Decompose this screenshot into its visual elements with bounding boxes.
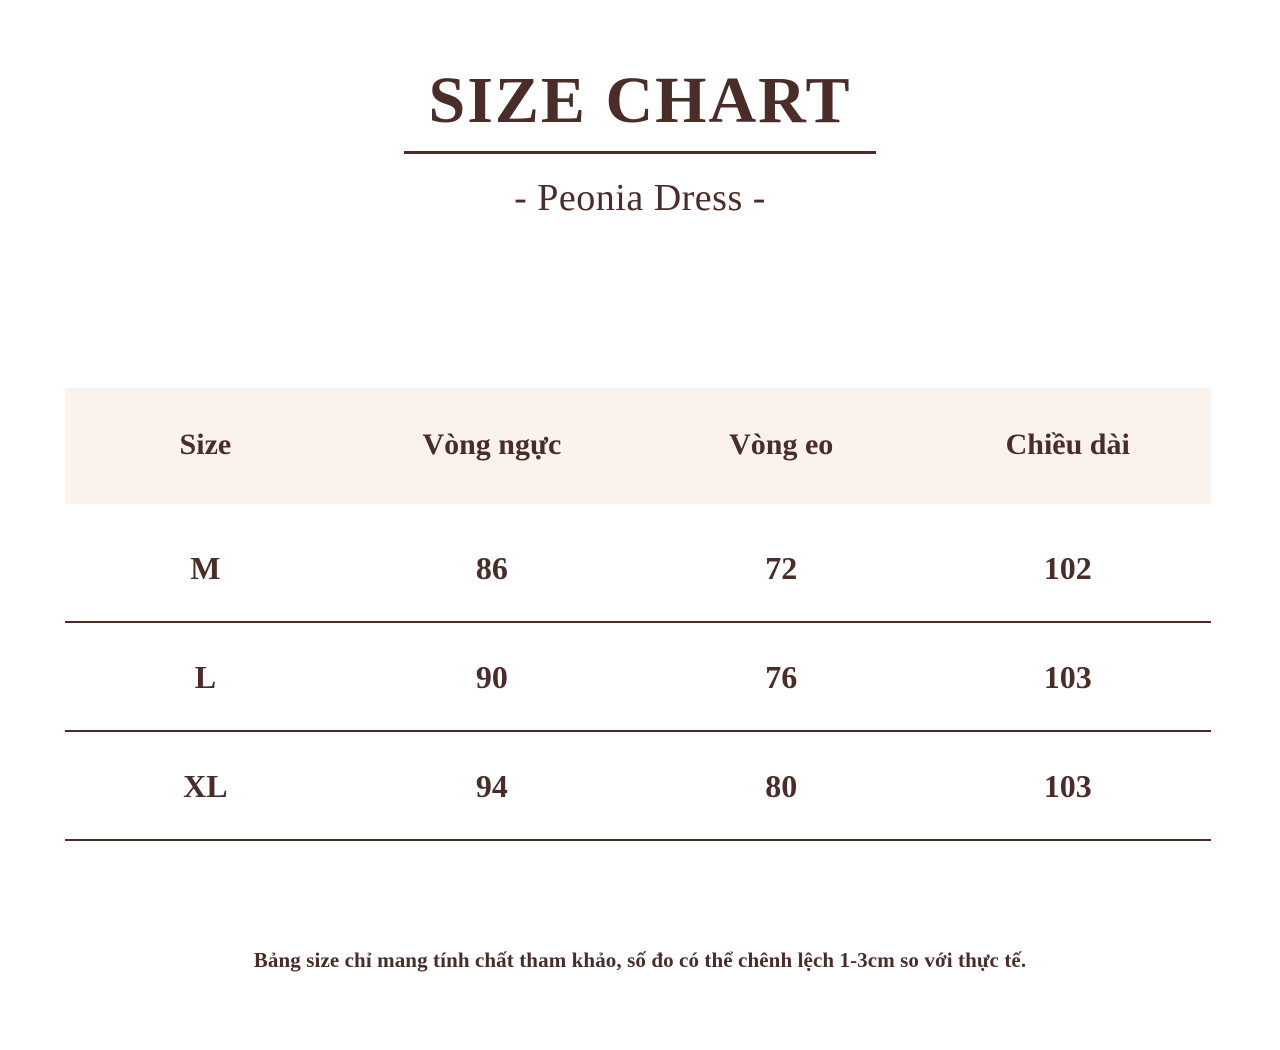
cell-bust: 86 xyxy=(346,504,638,622)
column-header-size: Size xyxy=(179,428,232,461)
table-header xyxy=(65,388,1211,504)
column-header-length: Chiều dài xyxy=(1005,428,1130,461)
cell-length: 103 xyxy=(924,731,1211,840)
table-row xyxy=(65,504,1211,622)
table-row xyxy=(65,622,1211,731)
cell-bust: 94 xyxy=(346,731,638,840)
table-body xyxy=(65,504,1211,840)
table-row xyxy=(65,731,1211,840)
cell-bust: 90 xyxy=(346,622,638,731)
cell-length: 102 xyxy=(924,504,1211,622)
cell-length: 103 xyxy=(924,622,1211,731)
cell-size: XL xyxy=(65,731,346,840)
document-header xyxy=(0,0,1280,220)
cell-waist: 76 xyxy=(638,622,925,731)
column-header-bust: Vòng ngực xyxy=(422,428,562,461)
page-title: SIZE CHART xyxy=(428,64,852,137)
page-subtitle: - Peonia Dress - xyxy=(514,177,766,220)
cell-waist: 72 xyxy=(638,504,925,622)
size-table xyxy=(65,388,1211,841)
column-header-waist: Vòng eo xyxy=(729,428,834,461)
title-divider xyxy=(404,151,876,154)
cell-waist: 80 xyxy=(638,731,925,840)
size-table-container xyxy=(65,388,1211,841)
cell-size: M xyxy=(65,504,346,622)
cell-size: L xyxy=(65,622,346,731)
table-header-row xyxy=(65,388,1211,504)
size-chart-footnote: Bảng size chỉ mang tính chất tham khảo, số đo có thể chênh lệch 1-3cm so với thực tế. xyxy=(253,948,1027,972)
